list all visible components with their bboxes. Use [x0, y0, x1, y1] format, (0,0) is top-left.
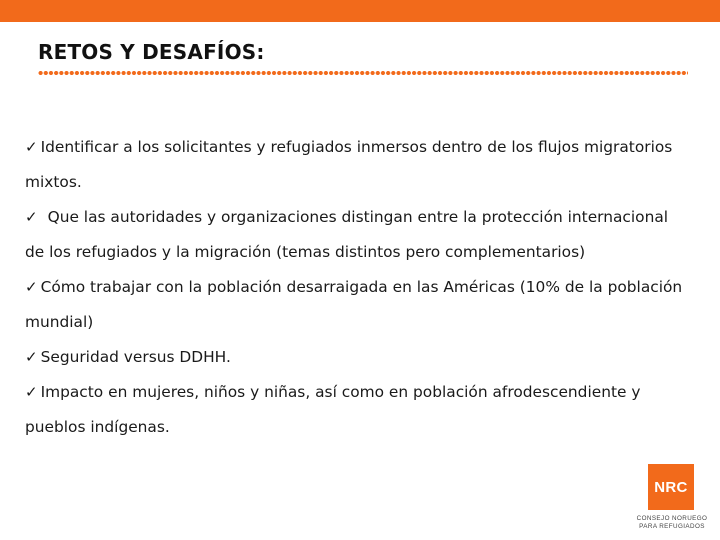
list-item-line: pueblos indígenas. [25, 418, 170, 436]
nrc-logo [627, 464, 717, 540]
list-item [25, 375, 715, 445]
checkmark-icon: ✓ [25, 208, 38, 226]
list-item-text: Identificar a los solicitantes y refugiados inmersos dentro de los flujos migratorios [40, 138, 673, 156]
list-item-line: mundial) [25, 313, 94, 331]
list-item-text: Que las autoridades y organizaciones distingan entre la protección internacional [47, 208, 669, 226]
list-item-line [25, 340, 715, 375]
list-item-line [25, 270, 715, 305]
top-accent-bar [0, 0, 720, 22]
nrc-logo-text [627, 515, 717, 531]
slide-title: RETOS Y DESAFÍOS: [38, 40, 265, 64]
list-item [25, 270, 715, 340]
checkmark-icon: ✓ [25, 278, 38, 296]
checkmark-icon: ✓ [25, 383, 38, 401]
nrc-logo-line-2: PARA REFUGIADOS [639, 523, 705, 530]
list-item-line [25, 200, 715, 235]
list-item-line: mixtos. [25, 173, 82, 191]
list-item-line: de los refugiados y la migración (temas distintos pero complementarios) [25, 243, 586, 261]
list-item-text: Impacto en mujeres, niños y niñas, así como en población afrodescendiente y [40, 383, 641, 401]
nrc-logo-mark: NRC [648, 464, 694, 510]
dotted-underline [38, 69, 688, 77]
nrc-logo-line-1: CONSEJO NORUEGO [636, 515, 708, 522]
list-item [25, 340, 715, 375]
list-item-line [25, 375, 715, 410]
checkmark-icon: ✓ [25, 138, 38, 156]
bullet-list [25, 130, 715, 445]
list-item [25, 130, 715, 200]
list-item-text: Cómo trabajar con la población desarraigada en las Américas (10% de la población [40, 278, 683, 296]
list-item [25, 200, 715, 270]
checkmark-icon: ✓ [25, 348, 38, 366]
list-item-line [25, 130, 715, 165]
list-item-text: Seguridad versus DDHH. [40, 348, 231, 366]
